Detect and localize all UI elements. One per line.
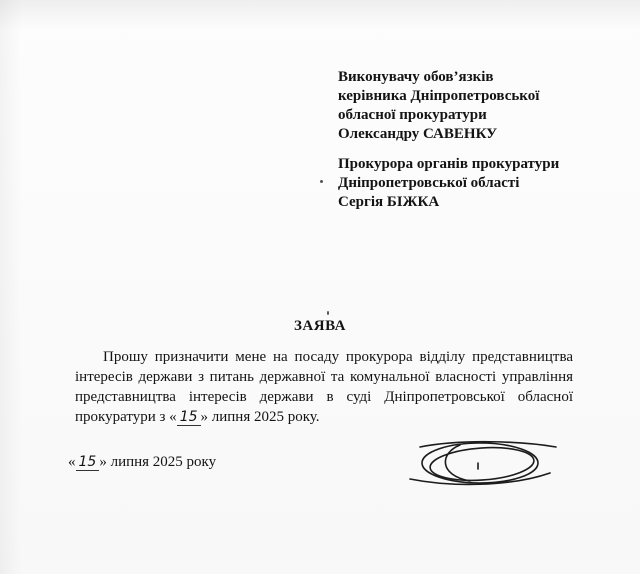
start-date-day-handwritten: 15 (177, 410, 201, 426)
recipient-block (338, 68, 539, 144)
document-title: ЗАЯВА (294, 318, 346, 334)
scan-shadow-top (0, 0, 640, 30)
recipient-line: Виконувачу обов’язків (338, 69, 494, 85)
body-line-start-date (75, 407, 573, 427)
recipient-line: керівника Дніпропетровської (338, 88, 540, 104)
sender-line: Сергія БІЖКА (338, 194, 440, 210)
start-date-prefix: прокуратури з « (75, 409, 177, 425)
sender-block (338, 155, 559, 212)
recipient-line: Олександру САВЕНКУ (338, 126, 498, 142)
scan-speck (320, 180, 323, 183)
handwritten-signature (400, 433, 560, 497)
sender-line: Прокурора органів прокуратури (338, 156, 560, 172)
scan-speck (327, 311, 329, 315)
statement-body (75, 347, 573, 427)
signing-date-day-handwritten: 15 (76, 455, 100, 471)
signing-date (68, 454, 216, 471)
sender-line: Дніпропетровської області (338, 175, 520, 191)
body-line: Прошу призначити мене на посаду прокурора відділу представництва (103, 349, 573, 365)
start-date-suffix: » липня 2025 року. (200, 409, 320, 425)
body-line: представництва інтересів держави в суді Дніпропетровської обласної (75, 389, 573, 405)
body-line: інтересів держави з питань державної та комунальної власності управління (75, 369, 573, 385)
signing-date-suffix: » липня 2025 року (99, 454, 217, 470)
recipient-line: обласної прокуратури (338, 107, 487, 123)
scan-shadow-left (0, 0, 22, 574)
signing-date-prefix: « (68, 454, 76, 470)
